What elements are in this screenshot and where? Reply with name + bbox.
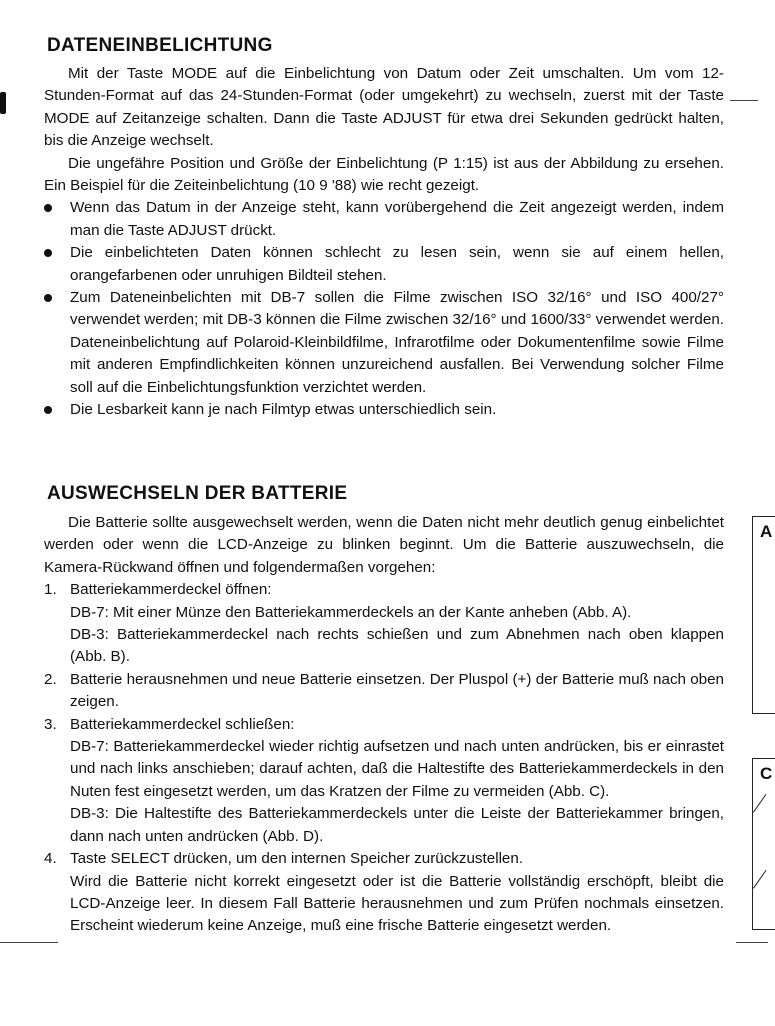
figure-label-c: C (760, 764, 773, 783)
figure-label-a: A (760, 522, 773, 541)
bullet-icon (44, 406, 52, 414)
step-text: Taste SELECT drücken, um den internen Speicher zurückzustellen. (70, 850, 524, 868)
step-number: 4. (44, 850, 57, 868)
step-sub-text: Wird die Batterie nicht korrekt eingesetzt oder ist die Batterie vollständig erschöpft, bleibt die LCD-Anzeige leer. In diesem Fall Batterie herausnehmen und zum Prüfen nochmals einsetzen. Erscheint wiederum keine Anzeige, muß eine frische Batterie eingesetzt werden. (70, 872, 724, 935)
step-sub-text: DB-7: Batteriekammerdeckel wieder richtig aufsetzen und nach unten andrücken, bis er einrastet und nach links anschieben; darauf achten, daß die Haltestifte des Batteriekammerdeckels in den Nuten fest eingesetzt werden, um das Kratzen der Filme zu vermeiden (Abb. C). (70, 738, 724, 800)
figure-frame-a (752, 516, 775, 714)
list-item (44, 242, 724, 287)
list-item-text: Die Lesbarkeit kann je nach Filmtyp etwas unterschiedlich sein. (70, 401, 497, 419)
margin-tick (0, 942, 58, 943)
step-list (44, 579, 724, 938)
margin-tick (730, 100, 758, 101)
step-number: 1. (44, 581, 57, 599)
step-number: 2. (44, 670, 57, 688)
list-item-text: Wenn das Datum in der Anzeige steht, kann vorübergehend die Zeit angezeigt werden, indem man die Taste ADJUST drückt. (70, 199, 724, 239)
section-heading-battery: AUSWECHSELN DER BATTERIE (47, 483, 348, 504)
list-item-text: Die einbelichteten Daten können schlecht zu lesen sein, wenn sie auf einem hellen, orangefarbenen oder unruhigen Bildteil stehen. (70, 244, 724, 284)
step-item (44, 848, 724, 938)
step-text: Batteriekammerdeckel öffnen: (70, 581, 272, 599)
step-sub-text: DB-3: Die Haltestifte des Batteriekammerdeckels unter die Leiste der Batteriekammer bringen, dann nach unten andrücken (Abb. D). (70, 805, 724, 845)
bullet-icon (44, 249, 52, 257)
margin-tick (736, 942, 768, 943)
step-item (44, 579, 724, 669)
paragraph: Die ungefähre Position und Größe der Einbelichtung (P 1:15) ist aus der Abbildung zu ersehen. Ein Beispiel für die Zeiteinbelichtung (10 9 '88) wie recht gezeigt. (44, 154, 724, 195)
bullet-list (44, 197, 724, 421)
section-battery (44, 512, 724, 938)
step-text: Batterie herausnehmen und neue Batterie einsetzen. Der Pluspol (+) der Batterie muß nach oben zeigen. (70, 670, 724, 711)
bullet-icon (44, 204, 52, 212)
step-number: 3. (44, 715, 57, 733)
list-item-text: Zum Dateneinbelichten mit DB-7 sollen die Filme zwischen ISO 32/16° und ISO 400/27° verwendet werden; mit DB-3 können die Filme zwischen 32/16° und 1600/33° verwendet werden. Dateneinbelichtung auf Polaroid-Kleinbildfilme, Infrarotfilme oder Dokumentenfilme sowie Filme mit anderen Empfindlichkeiten können unzureichend ausfallen. Bei Verwendung solcher Filme soll auf die Einbelichtungsfunktion verzichtet werden. (70, 289, 724, 396)
step-item (44, 669, 724, 714)
list-item (44, 287, 724, 399)
paragraph: Die Batterie sollte ausgewechselt werden, wenn die Daten nicht mehr deutlich genug einbelichtet werden oder wenn die LCD-Anzeige zu blinken beginnt. Um die Batterie auszuwechseln, die Kamera-Rückwand öffnen und folgendermaßen vorgehen: (44, 514, 724, 576)
step-item (44, 714, 724, 848)
paragraph: Mit der Taste MODE auf die Einbelichtung von Datum oder Zeit umschalten. Um vom 12-Stunden-Format auf das 24-Stunden-Format (oder umgekehrt) zu wechseln, zuerst mit der Taste MODE auf Zeitanzeige schalten. Dann die Taste ADJUST für etwa drei Sekunden gedrückt halten, bis die Anzeige wechselt. (44, 65, 724, 150)
step-text: Batteriekammerdeckel schließen: (70, 715, 295, 733)
scan-mark (0, 92, 6, 114)
list-item (44, 197, 724, 242)
step-sub-text: DB-7: Mit einer Münze den Batteriekammerdeckels an der Kante anheben (Abb. A). (70, 603, 632, 621)
list-item (44, 399, 724, 421)
section-heading-data-imprint: DATENEINBELICHTUNG (47, 35, 273, 56)
section-data-imprint (44, 63, 724, 422)
step-sub-text: DB-3: Batteriekammerdeckel nach rechts schießen und zum Abnehmen nach oben klappen (Abb. B). (70, 626, 724, 666)
bullet-icon (44, 294, 52, 302)
